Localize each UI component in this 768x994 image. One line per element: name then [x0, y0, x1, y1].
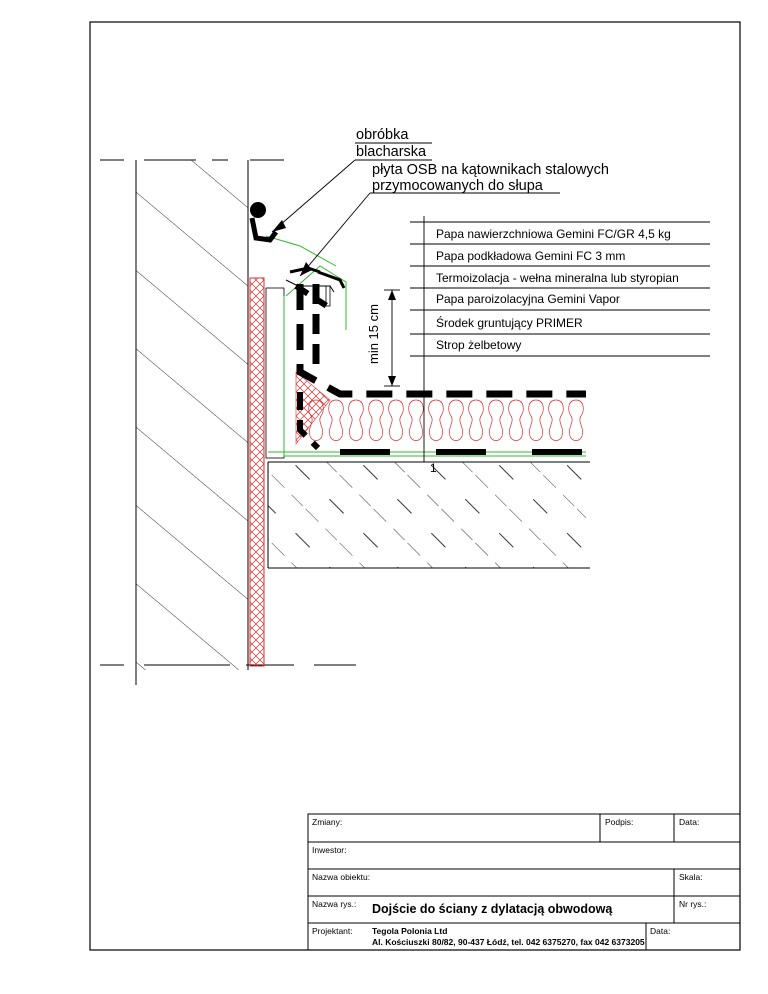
- layer-label: Papa nawierzchniowa Gemini FC/GR 4,5 kg: [436, 227, 671, 241]
- osb-label-line1: płyta OSB na kątownikach stalowych: [372, 162, 609, 178]
- dimension-label: min 15 cm: [366, 304, 381, 364]
- tb-address: Al. Kościuszki 80/82, 90-437 Łódź, tel. 042 6375270, fax 042 6373205: [372, 937, 645, 947]
- tb-signature-label: Podpis:: [605, 817, 634, 827]
- detail-marker: 1: [430, 461, 437, 475]
- osb-label-line2: przymocowanych do słupa: [372, 178, 543, 194]
- tb-company: Tegola Polonia Ltd: [372, 926, 448, 936]
- flashing-label-line2: blacharska: [356, 144, 427, 160]
- tb-date-label: Data:: [679, 817, 700, 827]
- tb-designer-label: Projektant:: [312, 926, 353, 936]
- tb-investor-label: Inwestor:: [312, 845, 347, 855]
- tb-drawing-no-label: Nr rys.:: [679, 899, 707, 909]
- concrete-slab: [268, 462, 590, 568]
- thermal-insulation: [296, 372, 586, 444]
- layer-label: Termoizolacja - wełna mineralna lub styropian: [436, 271, 679, 285]
- layer-label: Strop żelbetowy: [436, 338, 522, 352]
- layer-label: Papa podkładowa Gemini FC 3 mm: [436, 249, 626, 263]
- tb-date2-label: Data:: [650, 926, 671, 936]
- layer-label: Papa paroizolacyjna Gemini Vapor: [436, 292, 620, 306]
- tb-changes-label: Zmiany:: [312, 817, 343, 827]
- dimension-arrow: [388, 376, 396, 386]
- flashing-label-line1: obróbka: [356, 127, 409, 143]
- tb-drawing-label: Nazwa rys.:: [312, 899, 357, 909]
- layer-label: Środek gruntujący PRIMER: [436, 316, 583, 330]
- dimension-arrow: [388, 290, 396, 300]
- tb-drawing-title: Dojście do ściany z dylatacją obwodową: [372, 902, 613, 916]
- height-dimension: [384, 290, 400, 386]
- tb-scale-label: Skala:: [679, 872, 703, 882]
- tb-object-label: Nazwa obiektu:: [312, 872, 371, 882]
